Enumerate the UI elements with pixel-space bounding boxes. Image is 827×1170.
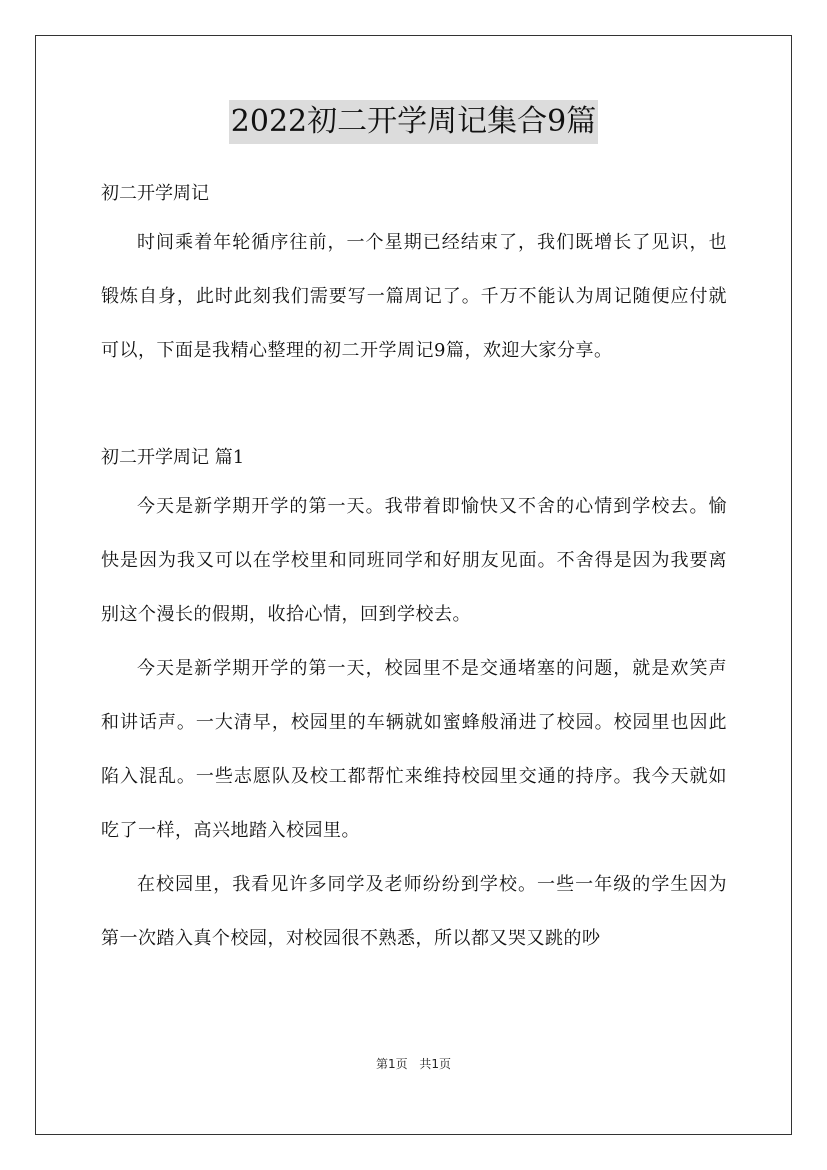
page-footer: [0, 1055, 827, 1072]
title-container: [0, 100, 827, 144]
section-heading-intro: 初二开学周记: [101, 183, 209, 204]
intro-paragraph: 时间乘着年轮循序往前，一个星期已经结束了，我们既增长了见识，也锻炼自身，此时此刻我们需要写一篇周记了。千万不能认为周记随便应付就可以，下面是我精心整理的初二开学周记9篇，欢迎大家分享。: [101, 232, 727, 361]
page-number-current: 第1页: [375, 1057, 408, 1071]
article-1-paragraph-2: 今天是新学期开学的第一天，校园里不是交通堵塞的问题，就是欢笑声和讲话声。一大清早，校园里的车辆就如蜜蜂般涌进了校园。校园里也因此陷入混乱。一些志愿队及校工都帮忙来维持校园里交通的持序。我今天就如吃了一样，高兴地踏入校园里。: [101, 658, 727, 841]
page-number-total: 共1页: [419, 1057, 452, 1071]
article-1-paragraph-1: 今天是新学期开学的第一天。我带着即愉快又不舍的心情到学校去。愉快是因为我又可以在学校里和同班同学和好朋友见面。不舍得是因为我要离别这个漫长的假期，收拾心情，回到学校去。: [101, 496, 727, 625]
section-heading-article-1: 初二开学周记 篇1: [101, 447, 245, 468]
document-body: [101, 172, 727, 966]
article-1-paragraph-3: 在校园里，我看见许多同学及老师纷纷到学校。一些一年级的学生因为第一次踏入真个校园，对校园很不熟悉，所以都又哭又跳的吵: [101, 874, 727, 949]
document-title: 2022初二开学周记集合9篇: [229, 100, 598, 144]
